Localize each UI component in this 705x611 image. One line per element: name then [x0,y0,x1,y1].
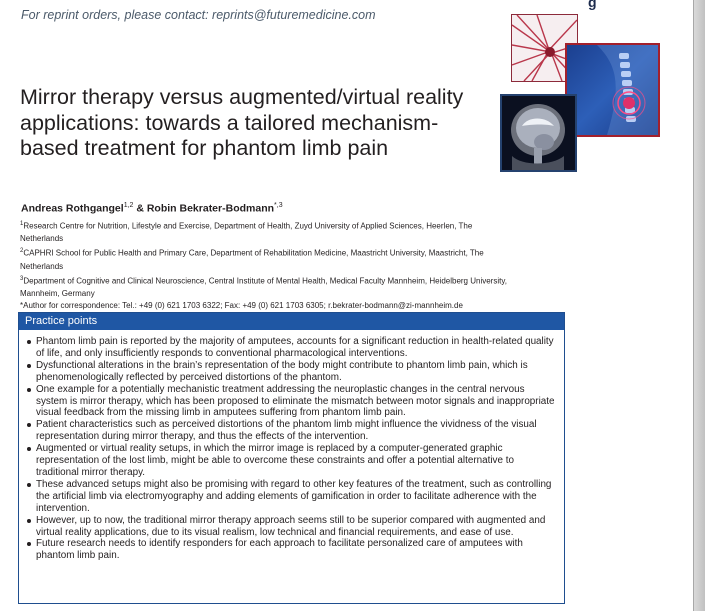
correspondence: *Author for correspondence: Tel.: +49 (0) 621 1703 6322; Fax: +49 (0) 621 1703 6305; r.bekrater-bodmann@zi-mannheim.de [20,301,463,311]
affiliation [20,218,510,245]
list-item: One example for a potentially mechanistic treatment addressing the neuroplastic changes in the central nervous system is mirror therapy, which has been proposed to eliminate the mismatch between motor signals and inappropriate visual feedback from the missing limb in amputees suffering from phantom limb pain. [28,384,558,420]
practice-points-list [19,330,564,562]
affiliation [20,245,510,272]
list-item: Augmented or virtual reality setups, in which the mirror image is replaced by a computer-generated graphic representation of the lost limb, might be able to overcome these constraints and offer a potential alternative to traditional mirror therapy. [28,443,558,479]
list-item: However, up to now, the traditional mirror therapy approach seems still to be superior compared with augmented and virtual reality applications, due to its visual realism, low technical and financial requirements, and ease of use. [28,515,558,539]
author-name: Robin Bekrater-Bodmann [146,202,275,215]
page-edge [693,0,705,611]
author-name: Andreas Rothgangel [21,202,124,215]
list-item: Phantom limb pain is reported by the majority of amputees, accounts for a significant reduction in health-related quality of life, and only insufficiently responds to conventional pharmacological interventions. [28,336,558,360]
author-joiner: & [133,202,147,215]
spine-image [565,43,660,137]
list-item: Future research needs to identify responders for each approach to facilitate personalized care of amputees with phantom limb pain. [28,538,558,562]
affiliation [20,273,510,300]
list-item: Dysfunctional alterations in the brain’s representation of the body might contribute to phantom limb pain, which is phenomenologically reflected by perceived distortions of the phantom. [28,360,558,384]
affiliation-number: 2 [20,248,24,255]
article-title: Mirror therapy versus augmented/virtual reality applications: towards a tailored mechanism-based treatment for phantom limb pain [20,85,464,160]
list-item: These advanced setups might also be promising with regard to other key features of the treatment, such as controlling the artificial limb via electromyography and adding elements of gamification in order to facilitate adherence with the intervention. [28,479,558,515]
affiliation-text: Department of Cognitive and Clinical Neuroscience, Central Institute of Mental Health, Medical Faculty Mannheim, Heidelberg University, Mannheim, Germany [20,276,507,298]
affiliation-number: 1 [20,221,24,227]
author-line [21,202,283,215]
author-affiliation-marker: 1,2 [123,202,134,209]
practice-points-box [18,312,565,604]
affiliation-number: 3 [20,275,24,282]
affiliation-text: CAPHRI School for Public Health and Primary Care, Department of Rehabilitation Medicine, Maastricht University, Maastricht, The Netherlands [20,249,484,271]
reprint-notice: For reprint orders, please contact: reprints@futuremedicine.com [21,8,376,22]
brain-mri-image [500,94,577,172]
journal-logo-fragment: g [588,0,597,10]
practice-points-heading: Practice points [19,313,564,330]
affiliations [20,218,510,313]
list-item: Patient characteristics such as perceived distortions of the phantom limb might influence the vividness of the visual representation during mirror therapy, and thus the effects of the intervention. [28,419,558,443]
author-affiliation-marker: *,3 [274,202,283,209]
affiliation-text: Research Centre for Nutrition, Lifestyle and Exercise, Department of Health, Zuyd University of Applied Sciences, Heerlen, The Netherlands [20,221,473,244]
